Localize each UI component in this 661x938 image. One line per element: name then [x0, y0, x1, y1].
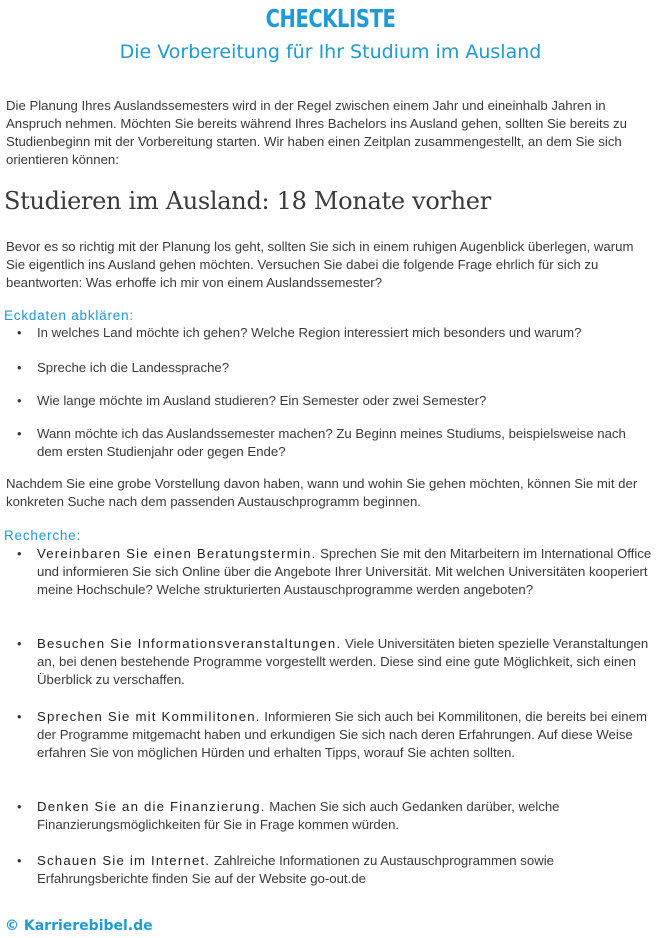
bullet-icon: • — [17, 853, 22, 868]
item-title: Vereinbaren Sie einen Beratungstermin. — [37, 546, 317, 561]
section-heading: Studieren im Ausland: 18 Monate vorher — [4, 187, 491, 215]
item-title: Sprechen Sie mit Kommilitonen. — [37, 709, 261, 724]
bullet-icon: • — [17, 360, 22, 375]
bullet-icon: • — [17, 393, 22, 408]
bullet-icon: • — [17, 709, 22, 724]
page-subtitle: Die Vorbereitung für Ihr Studium im Ausland — [119, 41, 542, 63]
recherche-label: Recherche: — [4, 528, 82, 543]
bullet-icon: • — [17, 426, 22, 441]
bullet-icon: • — [17, 325, 22, 340]
item-title: Denken Sie an die Finanzierung. — [37, 799, 266, 814]
page-title: CHECKLISTE — [265, 4, 396, 33]
bullet-icon: • — [17, 636, 22, 651]
transition-paragraph: Nachdem Sie eine grobe Vorstellung davon haben, wann und wohin Sie gehen möchten, können Sie mit der konkreten Suche nach dem passenden Austauschprogramm beginnen. — [6, 476, 638, 509]
item-title: Schauen Sie im Internet. — [37, 853, 211, 868]
footer-copyright-link[interactable]: © Karrierebibel.de — [5, 918, 153, 934]
section-intro-paragraph: Bevor es so richtig mit der Planung los geht, sollten Sie sich in einem ruhigen Augenblick überlegen, warum Sie eigentlich ins Ausland gehen möchten. Versuchen Sie dabei die folgende Frage ehrlich für sich zu beantworten: Was erhoffe ich mir von einem Auslandssemester? — [6, 239, 634, 290]
document-page: CHECKLISTE Die Vorbereitung für Ihr Studium im Ausland Die Planung Ihres Auslandssemesters wird in der Regel zwischen einem Jahr und eineinhalb Jahren in Anspruch nehmen. Möchten Sie bereits während Ihres Bachelors ins Ausland gehen, sollten Sie bereits zu Studienbeginn mit der Vorbereitung starten. Wir haben einen Zeitplan zusammengestellt, an dem Sie sich orientieren können: Studieren im Ausland: 18 Monate vorher Bevor es so richtig mit der Planung los geht, sollten Sie sich in einem ruhigen Augenblick überlegen, warum Sie eigentlich ins Ausland gehen möchten. Versuchen Sie dabei die folgende Frage ehrlich für sich zu beantworten: Was erhoffe ich mir von einem Auslandssemester? Eckdaten abklären: • In welches Land möchte ich gehen? Welche Region interessiert mich besonders und warum? • Spreche ich die Landessprache? • Wie lange möchte im Ausland studieren? Ein Semester oder zwei Semester? • Wann möchte ich das Auslandssemester machen? Zu Beginn meines Studiums, beispielsweise nach dem ersten Studienjahr oder gegen Ende? Nachdem Sie eine grobe Vorstellung davon haben, wann und wohin Sie gehen möchten, können Sie mit der konkreten Suche nach dem passenden Austauschprogramm beginnen. Recherche: • Vereinbaren Sie einen Beratungstermin. Sprechen Sie mit den Mitarbeitern im International Office und informieren Sie sich Online über die Angebote Ihrer Universität. Mit welchen Universitäten kooperiert meine Hochschule? Welche strukturierten Austauschprogramme werden angeboten? • Besuchen Sie Informationsveranstaltungen. Viele Universitäten bieten spezielle Veranstaltungen an, bei denen bestehende Programme vorgestellt werden. Diese sind eine gute Möglichkeit, sich einen Überblick zu verschaffen. • Sprechen Sie mit Kommilitonen. Informieren Sie sich auch bei Kommilitonen, die bereits bei einem der Programme mitgemacht haben und erkundigen Sie sich nach deren Erfahrungen. Auf diese Weise erfahren Sie von möglichen Hürden und erhalten Tipps, worauf Sie achten sollten. • Denken Sie an die Finanzierung. Machen Sie sich auch Gedanken darüber, welche Finanzierungsmöglichkeiten für Sie in Frage kommen würden. • Schauen Sie im Internet. Zahlreiche Informationen zu Austauschprogrammen sowie Erfahrungsberichte finden Sie auf der Website go-out.de © Karrierebibel.de — [0, 0, 661, 938]
intro-paragraph: Die Planung Ihres Auslandssemesters wird in der Regel zwischen einem Jahr und eineinhalb Jahren in Anspruch nehmen. Möchten Sie bereits während Ihres Bachelors ins Ausland gehen, sollten Sie bereits zu Studienbeginn mit der Vorbereitung starten. Wir haben einen Zeitplan zusammengestellt, an dem Sie sich orientieren können: — [6, 98, 627, 167]
eckdaten-label: Eckdaten abklären: — [4, 308, 134, 323]
bullet-icon: • — [17, 546, 22, 561]
bullet-icon: • — [17, 799, 22, 814]
item-title: Besuchen Sie Informationsveranstaltungen. — [37, 636, 342, 651]
